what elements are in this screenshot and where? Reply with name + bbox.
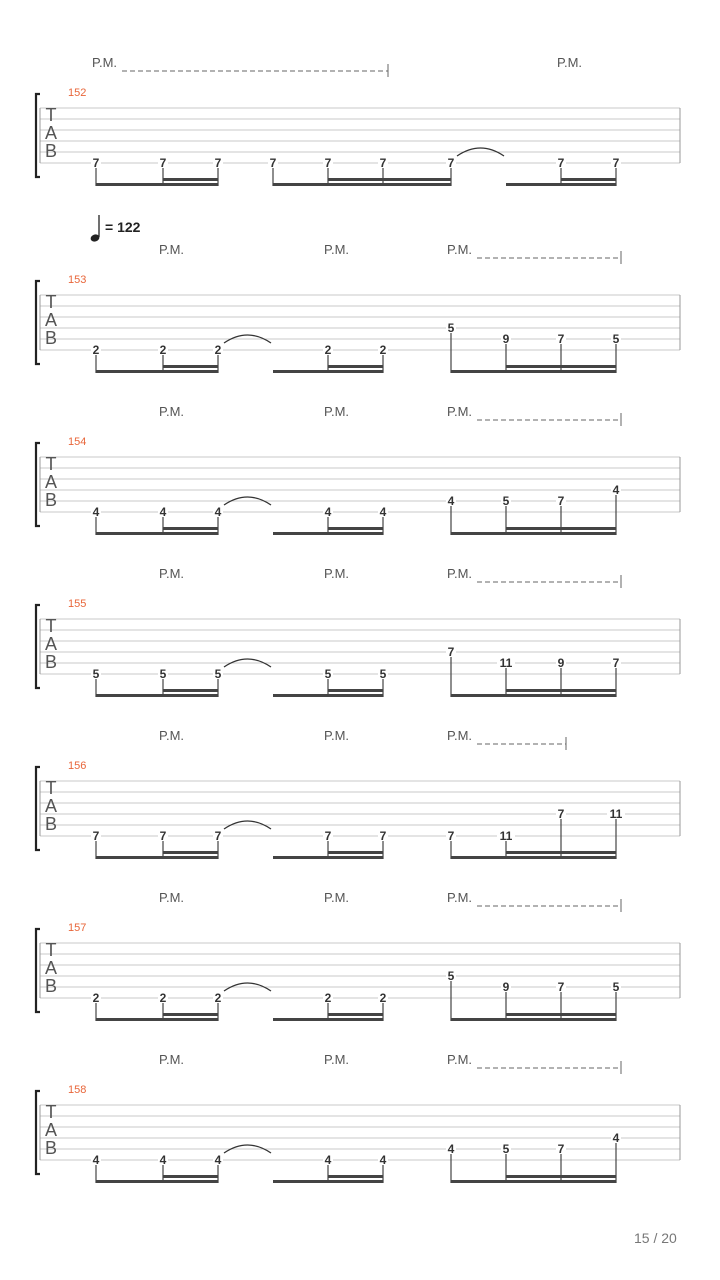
fret-number: 4 <box>447 1142 455 1156</box>
fret-number: 7 <box>214 829 222 843</box>
fret-number: 4 <box>612 483 620 497</box>
palm-mute-label: P.M. <box>557 55 583 70</box>
beam-primary <box>96 694 218 697</box>
beam-primary <box>96 183 218 186</box>
beam-secondary <box>506 365 616 368</box>
fret-number: 7 <box>557 980 565 994</box>
beam-secondary <box>506 1013 616 1016</box>
fret-number: 2 <box>92 991 100 1005</box>
fret-number: 7 <box>324 156 332 170</box>
measure-number: 158 <box>68 1084 87 1096</box>
fret-number: 2 <box>324 343 332 357</box>
beam-secondary <box>328 1013 383 1016</box>
fret-number: 7 <box>557 156 565 170</box>
fret-number: 5 <box>502 1142 510 1156</box>
palm-mute-label: P.M. <box>447 890 473 905</box>
tab-system-156 <box>36 728 680 859</box>
tab-clef-t: T <box>45 292 57 312</box>
measure-number: 152 <box>68 87 87 99</box>
fret-number: 7 <box>379 829 387 843</box>
tab-system-157 <box>36 890 680 1021</box>
palm-mute-label: P.M. <box>159 728 185 743</box>
fret-number: 7 <box>557 807 565 821</box>
system-bracket <box>36 1091 40 1174</box>
fret-number: 9 <box>557 656 565 670</box>
beam-primary <box>273 694 383 697</box>
fret-number: 5 <box>447 321 455 335</box>
tab-clef-a: A <box>44 634 58 654</box>
tab-clef-b: B <box>44 976 58 996</box>
beam-secondary <box>163 365 218 368</box>
palm-mute-label: P.M. <box>159 566 185 581</box>
beam-primary <box>451 532 616 535</box>
fret-number: 5 <box>92 667 100 681</box>
tempo-marking: = 122 <box>105 219 141 235</box>
tab-system-155 <box>36 566 680 697</box>
measure-number: 155 <box>68 598 87 610</box>
fret-number: 4 <box>612 1131 620 1145</box>
palm-mute-label: P.M. <box>447 566 473 581</box>
beam-primary <box>273 1018 383 1021</box>
fret-number: 9 <box>502 332 510 346</box>
system-bracket <box>36 443 40 526</box>
fret-number: 7 <box>159 829 167 843</box>
tab-clef-b: B <box>44 652 58 672</box>
system-bracket <box>36 94 40 177</box>
fret-number: 7 <box>612 156 620 170</box>
fret-number: 7 <box>92 156 100 170</box>
fret-number: 7 <box>214 156 222 170</box>
fret-number: 4 <box>92 1153 100 1167</box>
tab-clef-b: B <box>44 814 58 834</box>
palm-mute-label: P.M. <box>324 566 350 581</box>
fret-number: 4 <box>214 1153 222 1167</box>
beam-secondary <box>328 851 383 854</box>
tab-system-152 <box>36 55 680 186</box>
tab-clef-a: A <box>44 796 58 816</box>
palm-mute-label: P.M. <box>324 1052 350 1067</box>
beam-primary <box>96 1180 218 1183</box>
fret-number: 4 <box>159 1153 167 1167</box>
beam-secondary <box>163 1013 218 1016</box>
tab-clef-t: T <box>45 778 57 798</box>
palm-mute-label: P.M. <box>159 404 185 419</box>
fret-number: 7 <box>557 332 565 346</box>
fret-number: 5 <box>324 667 332 681</box>
beam-secondary <box>163 527 218 530</box>
beam-secondary <box>328 1175 383 1178</box>
tab-clef-b: B <box>44 490 58 510</box>
beam-primary <box>96 370 218 373</box>
system-bracket <box>36 767 40 850</box>
palm-mute-label: P.M. <box>324 404 350 419</box>
tab-clef-a: A <box>44 1120 58 1140</box>
fret-number: 7 <box>92 829 100 843</box>
fret-number: 7 <box>612 656 620 670</box>
beam-primary <box>451 694 616 697</box>
fret-number: 4 <box>159 505 167 519</box>
fret-number: 5 <box>612 980 620 994</box>
beam-primary <box>273 183 451 186</box>
fret-number: 7 <box>269 156 277 170</box>
tab-clef-t: T <box>45 454 57 474</box>
beam-secondary <box>506 689 616 692</box>
fret-number: 7 <box>447 645 455 659</box>
fret-number: 2 <box>324 991 332 1005</box>
tab-clef-a: A <box>44 123 58 143</box>
system-bracket <box>36 281 40 364</box>
tab-clef-a: A <box>44 472 58 492</box>
fret-number: 4 <box>324 505 332 519</box>
fret-number: 5 <box>502 494 510 508</box>
fret-number: 7 <box>324 829 332 843</box>
fret-number: 7 <box>379 156 387 170</box>
measure-number: 157 <box>68 922 87 934</box>
beam-secondary <box>163 689 218 692</box>
fret-number: 2 <box>214 343 222 357</box>
beam-secondary <box>506 1175 616 1178</box>
palm-mute-label: P.M. <box>447 404 473 419</box>
palm-mute-label: P.M. <box>324 728 350 743</box>
tab-clef-t: T <box>45 1102 57 1122</box>
palm-mute-label: P.M. <box>159 1052 185 1067</box>
beam-secondary <box>328 527 383 530</box>
fret-number: 4 <box>324 1153 332 1167</box>
fret-number: 11 <box>609 807 623 821</box>
fret-number: 4 <box>379 1153 387 1167</box>
beam-primary <box>451 856 616 859</box>
fret-number: 5 <box>612 332 620 346</box>
beam-primary <box>96 1018 218 1021</box>
fret-number: 7 <box>159 156 167 170</box>
tab-clef-a: A <box>44 958 58 978</box>
measure-number: 153 <box>68 274 87 286</box>
palm-mute-label: P.M. <box>447 242 473 257</box>
beam-primary <box>273 370 383 373</box>
beam-primary <box>96 856 218 859</box>
fret-number: 7 <box>557 494 565 508</box>
fret-number: 2 <box>159 991 167 1005</box>
beam-primary <box>273 1180 383 1183</box>
fret-number: 5 <box>379 667 387 681</box>
beam-secondary <box>163 178 218 181</box>
beam-primary <box>96 532 218 535</box>
palm-mute-label: P.M. <box>324 242 350 257</box>
fret-number: 9 <box>502 980 510 994</box>
fret-number: 5 <box>214 667 222 681</box>
fret-number: 7 <box>447 156 455 170</box>
fret-number: 2 <box>92 343 100 357</box>
beam-secondary <box>328 365 383 368</box>
fret-number: 5 <box>159 667 167 681</box>
system-bracket <box>36 929 40 1012</box>
beam-secondary <box>163 851 218 854</box>
fret-number: 4 <box>214 505 222 519</box>
measure-number: 156 <box>68 760 87 772</box>
palm-mute-label: P.M. <box>92 55 118 70</box>
tab-system-154 <box>36 404 680 535</box>
beam-primary <box>451 1018 616 1021</box>
palm-mute-label: P.M. <box>447 728 473 743</box>
tab-clef-a: A <box>44 310 58 330</box>
tab-clef-t: T <box>45 105 57 125</box>
fret-number: 4 <box>379 505 387 519</box>
fret-number: 2 <box>379 991 387 1005</box>
fret-number: 7 <box>447 829 455 843</box>
fret-number: 4 <box>447 494 455 508</box>
beam-secondary <box>328 689 383 692</box>
beam-primary <box>451 1180 616 1183</box>
tab-clef-b: B <box>44 328 58 348</box>
tab-system-153 <box>36 215 680 373</box>
fret-number: 11 <box>499 829 513 843</box>
beam-secondary <box>328 178 451 181</box>
fret-number: 4 <box>92 505 100 519</box>
fret-number: 2 <box>159 343 167 357</box>
beam-secondary <box>561 178 616 181</box>
tab-clef-b: B <box>44 1138 58 1158</box>
beam-primary <box>506 183 616 186</box>
fret-number: 5 <box>447 969 455 983</box>
beam-secondary <box>163 1175 218 1178</box>
tab-clef-t: T <box>45 616 57 636</box>
palm-mute-label: P.M. <box>159 242 185 257</box>
tab-system-158 <box>36 1052 680 1183</box>
tab-clef-t: T <box>45 940 57 960</box>
beam-primary <box>451 370 616 373</box>
beam-primary <box>273 856 383 859</box>
system-bracket <box>36 605 40 688</box>
page-indicator: 15 / 20 <box>634 1230 677 1246</box>
fret-number: 2 <box>214 991 222 1005</box>
fret-number: 7 <box>557 1142 565 1156</box>
beam-primary <box>273 532 383 535</box>
measure-number: 154 <box>68 436 87 448</box>
beam-secondary <box>506 851 616 854</box>
fret-number: 2 <box>379 343 387 357</box>
palm-mute-label: P.M. <box>324 890 350 905</box>
palm-mute-label: P.M. <box>447 1052 473 1067</box>
palm-mute-label: P.M. <box>159 890 185 905</box>
fret-number: 11 <box>499 656 513 670</box>
beam-secondary <box>506 527 616 530</box>
tab-clef-b: B <box>44 141 58 161</box>
